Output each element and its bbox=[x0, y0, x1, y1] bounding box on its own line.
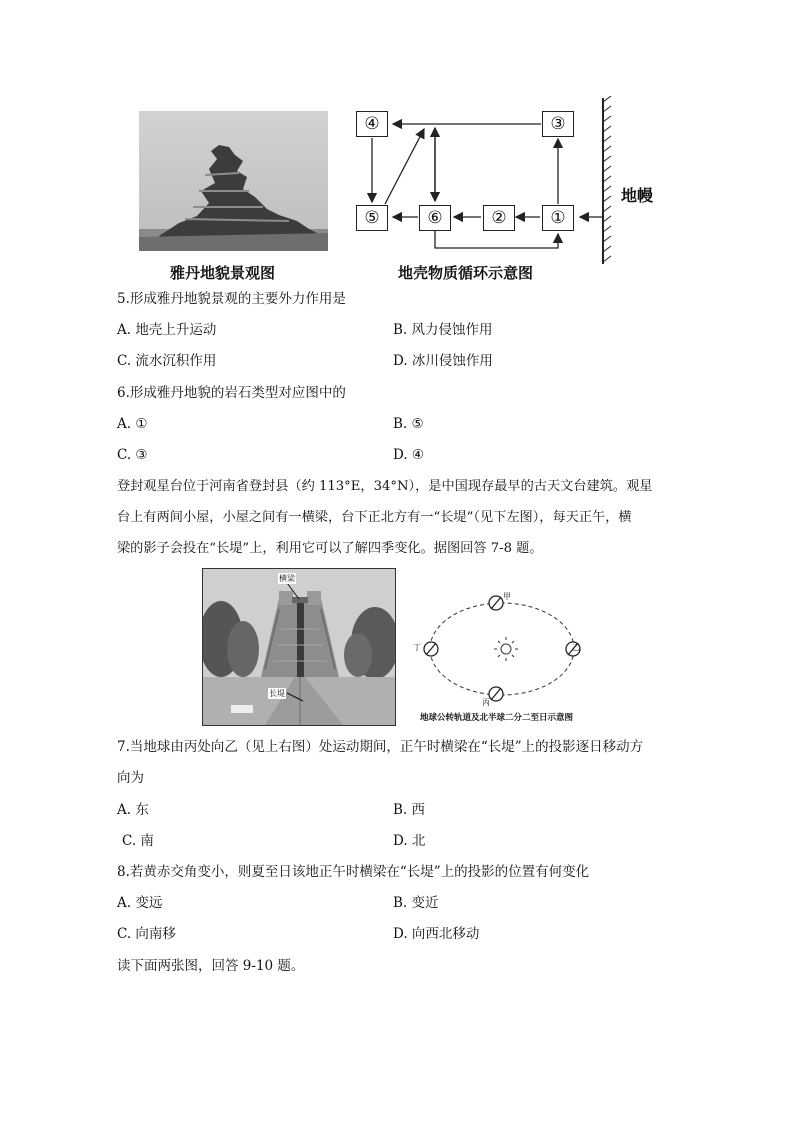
q6-option-b[interactable]: B. ⑤ bbox=[393, 416, 424, 432]
sun-icon bbox=[494, 637, 518, 661]
q7-stem-line-1: 7.当地球由丙处向乙（见上右图）处运动期间，正午时横梁在“长堤”上的投影逐日移动方 bbox=[117, 739, 644, 755]
q6-option-a[interactable]: A. ① bbox=[117, 416, 148, 432]
orbit-caption: 地球公转轨道及北半球二分二至日示意图 bbox=[420, 713, 574, 723]
rock-cycle-arrows bbox=[350, 96, 670, 268]
q5-option-c[interactable]: C. 流水沉积作用 bbox=[117, 353, 217, 369]
q7-option-c[interactable]: C. 南 bbox=[122, 833, 154, 849]
intro-line-2: 台上有两间小屋，小屋之间有一横梁，台下正北方有一“长堤”（见下左图），每天正午，横 bbox=[117, 510, 632, 525]
q8-option-d[interactable]: D. 向西北移动 bbox=[393, 926, 480, 942]
q5-option-d[interactable]: D. 冰川侵蚀作用 bbox=[393, 353, 493, 369]
q5-stem: 5.形成雅丹地貌景观的主要外力作用是 bbox=[117, 291, 346, 307]
q6-stem: 6.形成雅丹地貌的岩石类型对应图中的 bbox=[117, 385, 346, 401]
box-2: ② bbox=[483, 205, 515, 231]
q8-option-c[interactable]: C. 向南移 bbox=[117, 926, 176, 942]
q7-stem-line-2: 向为 bbox=[117, 770, 144, 786]
box-3: ③ bbox=[542, 111, 574, 137]
q8-option-b[interactable]: B. 变近 bbox=[393, 895, 439, 911]
yardang-photo bbox=[139, 111, 328, 251]
orbit-label-bing: 丙 bbox=[482, 698, 490, 707]
q8-option-a[interactable]: A. 变远 bbox=[117, 895, 163, 911]
box-4: ④ bbox=[356, 111, 388, 137]
orbit-diagram bbox=[416, 592, 584, 710]
orbit-label-yi: 乙 bbox=[572, 643, 580, 652]
diagram-caption: 地壳物质循环示意图 bbox=[398, 264, 534, 282]
q7-option-a[interactable]: A. 东 bbox=[117, 802, 149, 818]
q5-option-a[interactable]: A. 地壳上升运动 bbox=[117, 322, 217, 338]
photo-caption: 雅丹地貌景观图 bbox=[170, 264, 276, 282]
box-5: ⑤ bbox=[356, 205, 388, 231]
q6-option-c[interactable]: C. ③ bbox=[117, 447, 148, 463]
intro-line-1: 登封观星台位于河南省登封县（约 113°E，34°N），是中国现存最早的古天文台建筑。观星 bbox=[117, 479, 653, 494]
box-6: ⑥ bbox=[419, 205, 451, 231]
box-1: ① bbox=[542, 205, 574, 231]
mantle-label: 地幔 bbox=[621, 186, 654, 205]
orbit-label-ding: 丁 bbox=[413, 643, 421, 652]
intro-9-10: 读下面两张图，回答 9-10 题。 bbox=[117, 958, 305, 974]
q7-option-d[interactable]: D. 北 bbox=[393, 833, 426, 849]
q6-option-d[interactable]: D. ④ bbox=[393, 447, 425, 463]
observatory-photo bbox=[202, 568, 396, 726]
q8-stem: 8.若黄赤交角变小，则夏至日该地正午时横梁在“长堤”上的投影的位置有何变化 bbox=[117, 864, 590, 880]
q7-option-b[interactable]: B. 西 bbox=[393, 802, 426, 818]
dike-label: 长堤 bbox=[269, 689, 285, 698]
q5-option-b[interactable]: B. 风力侵蚀作用 bbox=[393, 322, 493, 338]
beam-label: 横梁 bbox=[279, 574, 295, 583]
orbit-label-jia: 甲 bbox=[503, 592, 511, 601]
intro-line-3: 梁的影子会投在“长堤”上，利用它可以了解四季变化。据图回答 7-8 题。 bbox=[117, 541, 543, 556]
